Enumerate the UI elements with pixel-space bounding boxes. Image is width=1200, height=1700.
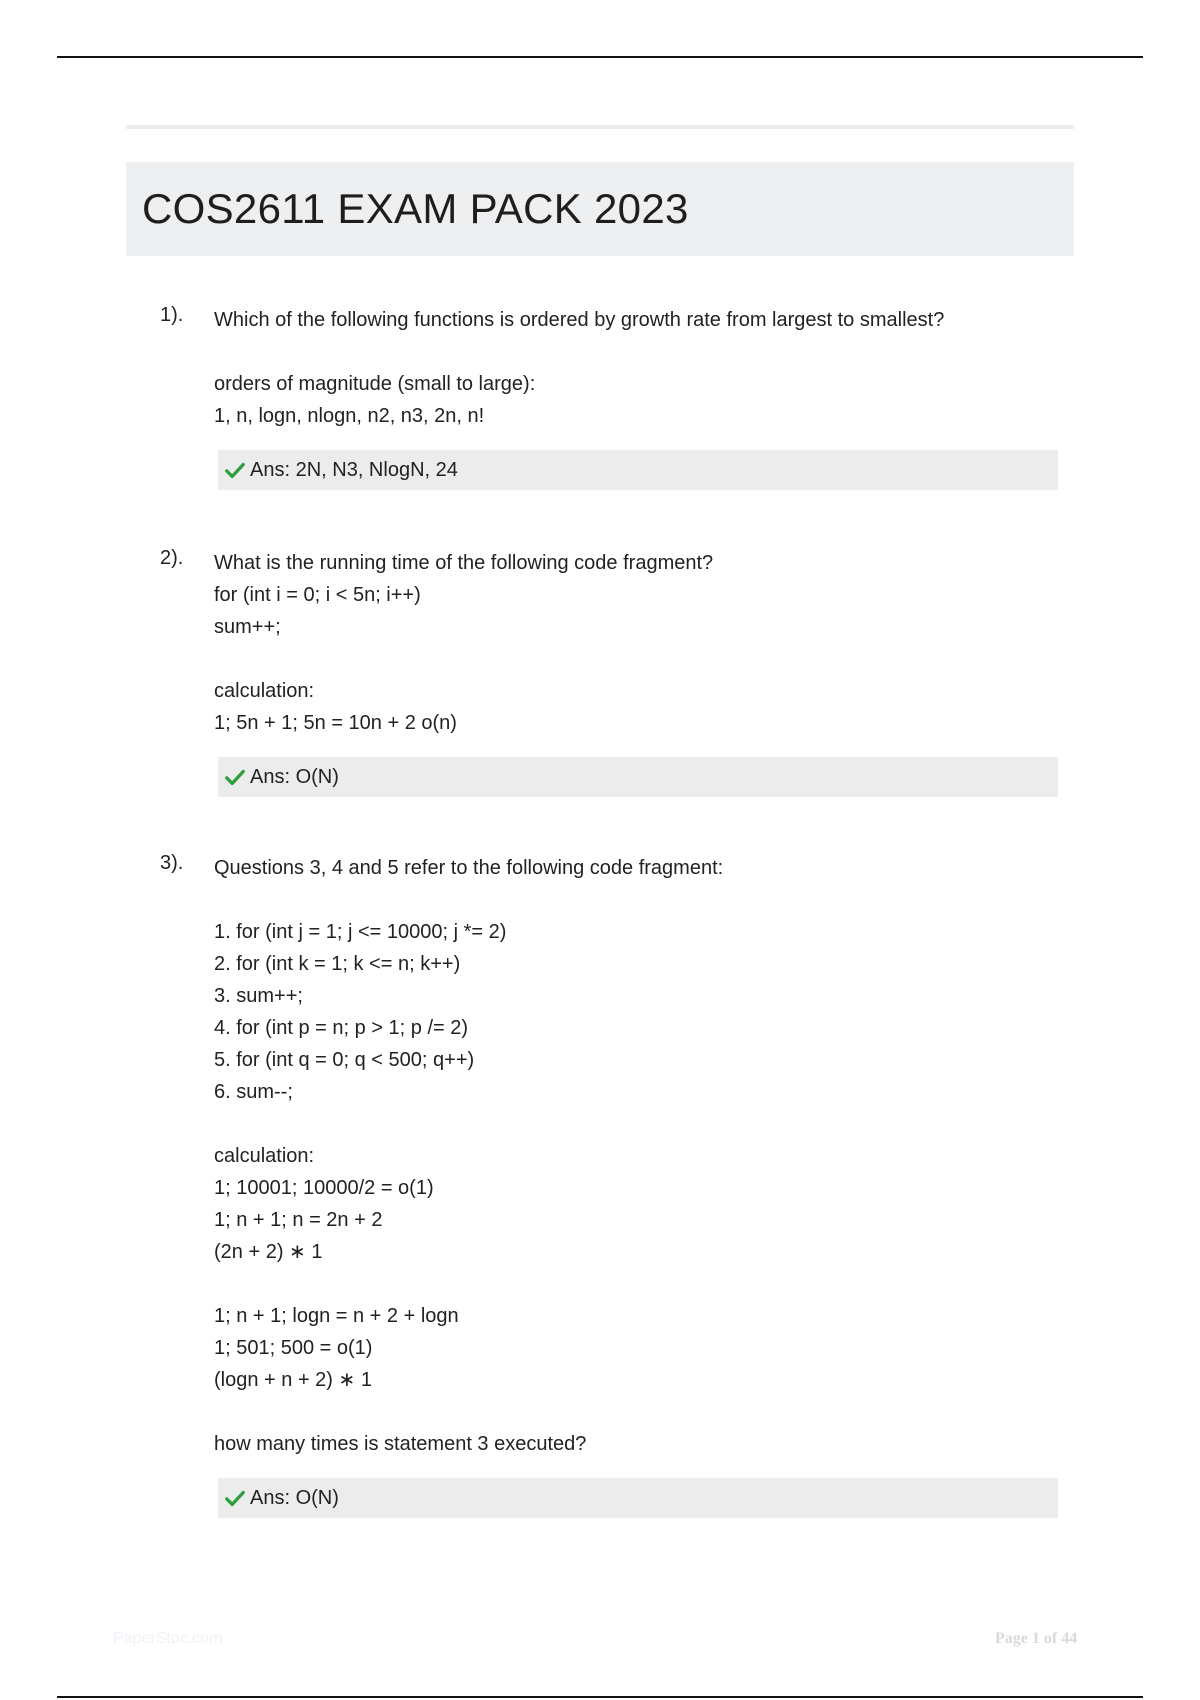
header-divider <box>126 125 1074 129</box>
question-text: 1; n + 1; logn = n + 2 + logn <box>214 1305 459 1327</box>
question-text: (logn + n + 2) ∗ 1 <box>214 1369 372 1391</box>
question-text: Which of the following functions is ordered by growth rate from largest to smallest? <box>214 309 945 331</box>
code-line: 2. for (int k = 1; k <= n; k++) <box>214 953 461 975</box>
code-line: 5. for (int q = 0; q < 500; q++) <box>214 1049 475 1071</box>
question-text: 1; 10001; 10000/2 = o(1) <box>214 1177 434 1199</box>
question-text: Questions 3, 4 and 5 refer to the following code fragment: <box>214 857 724 879</box>
page-title: COS2611 EXAM PACK 2023 <box>142 185 689 232</box>
check-icon <box>224 766 246 788</box>
code-line: 3. sum++; <box>214 985 303 1007</box>
question-text: calculation: <box>214 1145 315 1167</box>
answer-text: Ans: 2N, N3, NlogN, 24 <box>250 458 458 481</box>
title-banner <box>126 162 1074 256</box>
code-line: 6. sum--; <box>214 1081 293 1103</box>
question-number: 1). <box>160 304 184 326</box>
answer-box <box>218 1478 1058 1518</box>
question-text: 1; 5n + 1; 5n = 10n + 2 o(n) <box>214 712 457 734</box>
question-text: What is the running time of the following code fragment? <box>214 552 714 574</box>
top-rule <box>57 56 1143 58</box>
page-indicator: Page 1 of 44 <box>995 1630 1078 1647</box>
check-icon <box>224 1487 246 1509</box>
question-text: 1; n + 1; n = 2n + 2 <box>214 1209 383 1231</box>
question-text: (2n + 2) ∗ 1 <box>214 1241 323 1263</box>
code-line: for (int i = 0; i < 5n; i++) <box>214 584 421 606</box>
answer-text: Ans: O(N) <box>250 1486 339 1509</box>
code-line: 4. for (int p = n; p > 1; p /= 2) <box>214 1017 469 1039</box>
question-text: calculation: <box>214 680 315 702</box>
question-2 <box>160 547 1060 797</box>
question-text: 1, n, logn, nlogn, n2, n3, 2n, n! <box>214 405 485 427</box>
answer-box <box>218 757 1058 797</box>
watermark-text: PaperStoc.com <box>113 1630 223 1647</box>
code-line: 1. for (int j = 1; j <= 10000; j *= 2) <box>214 921 507 943</box>
code-line: sum++; <box>214 616 281 638</box>
check-icon <box>224 459 246 481</box>
question-1 <box>160 304 1060 490</box>
question-text: how many times is statement 3 executed? <box>214 1433 587 1455</box>
question-3 <box>160 852 1060 1518</box>
bottom-rule <box>57 1696 1143 1698</box>
question-body <box>214 304 1060 432</box>
question-number: 3). <box>160 852 184 874</box>
question-number: 2). <box>160 547 184 569</box>
question-body <box>214 852 1060 1460</box>
question-text: 1; 501; 500 = o(1) <box>214 1337 373 1359</box>
question-text: orders of magnitude (small to large): <box>214 373 536 395</box>
question-body <box>214 547 1060 739</box>
answer-text: Ans: O(N) <box>250 765 339 788</box>
answer-box <box>218 450 1058 490</box>
